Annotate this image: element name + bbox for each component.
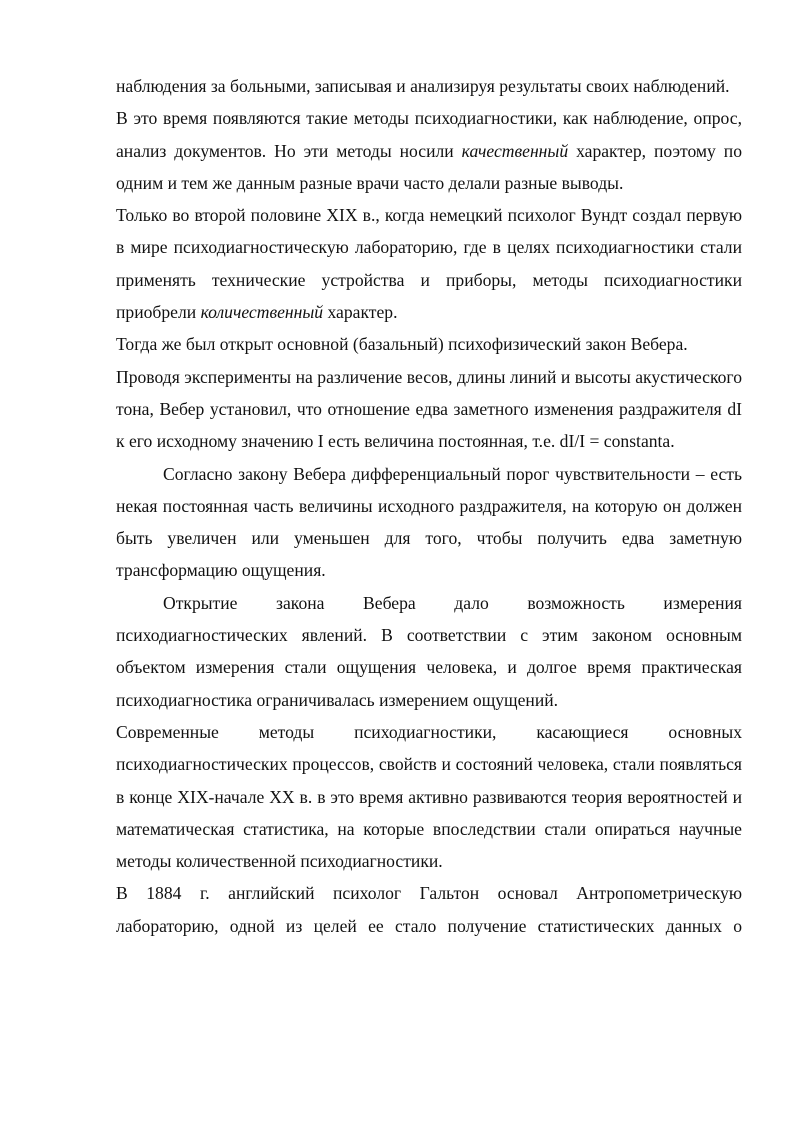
paragraph-7-text: Открытие закона Вебера дало возможность измерения психодиагностических явлений. В соответствии с этим законом основным объектом измерения стали ощущения человека, и долгое время практическая психодиагностика ограничивалась измерением ощущений. <box>116 592 742 710</box>
paragraph-6-text: Согласно закону Вебера дифференциальный порог чувствительности – есть некая постоянная часть величины исходного раздражителя, на которую он должен быть увеличен или уменьшен для того, чтобы получить едва заметную трансформацию ощущения. <box>116 463 742 581</box>
paragraph-5 <box>116 361 742 458</box>
paragraph-2 <box>116 102 742 199</box>
paragraph-2-text-end: характер, поэтому по одним и тем же данным разные врачи часто делали разные выводы. <box>116 140 742 193</box>
paragraph-3-text-start: Только во второй половине XIX в., когда немецкий психолог Вундт создал первую в мире психодиагностическую лабораторию, где в целях психодиагностики стали применять технические устройства и приборы, методы психодиагностики приобрели <box>116 205 742 323</box>
paragraph-1 <box>116 70 742 102</box>
paragraph-9 <box>116 877 742 942</box>
paragraph-4-text: Тогда же был открыт основной (базальный) психофизический закон Вебера. <box>116 334 688 355</box>
paragraph-3-text-end: характер. <box>323 302 398 323</box>
paragraph-1-text: наблюдения за больными, записывая и анализируя результаты своих наблюдений. <box>116 76 730 96</box>
paragraph-3 <box>116 199 742 328</box>
paragraph-4 <box>116 328 742 360</box>
paragraph-8-text: Современные методы психодиагностики, касающиеся основных психодиагностических процессов, свойств и состояний человека, стали появляться в конце XIX-начале XX в. в это время активно развиваются теория вероятностей и математическая статистика, на которые впоследствии стали опираться научные методы количественной психодиагностики. <box>116 721 742 872</box>
paragraph-9-text: В 1884 г. английский психолог Гальтон основал Антропометрическую лабораторию, одной из целей ее стало получение статистических данных о <box>116 883 742 936</box>
paragraph-2-text-start: В это время появляются такие методы психодиагностики, как наблюдение, опрос, анализ документов. Но эти методы носили <box>116 108 742 161</box>
document-page <box>116 70 742 942</box>
paragraph-7 <box>116 587 742 716</box>
paragraph-2-italic-term: качественный <box>461 140 569 161</box>
paragraph-3-italic-term: количественный <box>200 302 324 323</box>
paragraph-8 <box>116 716 742 877</box>
paragraph-6 <box>116 458 742 587</box>
paragraph-5-text: Проводя эксперименты на различение весов, длины линий и высоты акустического тона, Вебер установил, что отношение едва заметного изменения раздражителя dI к его исходному значению I есть величина постоянная, т.е. dI/I = constanta. <box>116 366 742 452</box>
